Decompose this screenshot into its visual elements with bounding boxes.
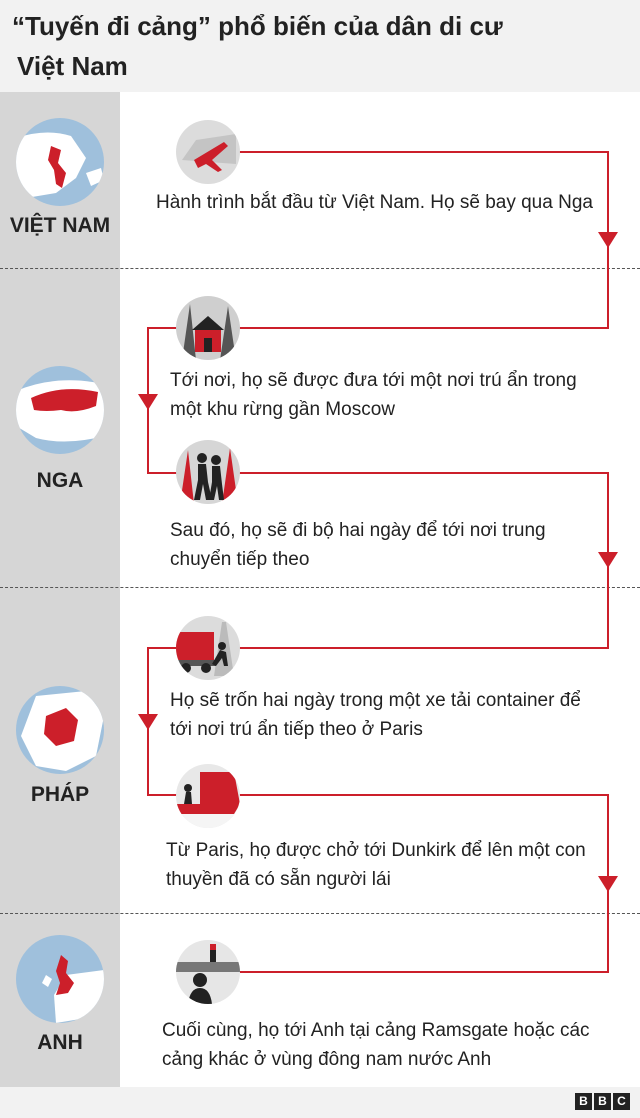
boat-icon [176,764,240,828]
title-line-1: “Tuyến đi cảng” phổ biến của dân di cư [12,11,503,41]
title-line-2: Việt Nam [17,51,128,81]
france-globe-icon [16,686,104,774]
step-5-text: Từ Paris, họ được chở tới Dunkirk để lên một con thuyền đã có sẵn người lái [166,840,586,890]
step-3-text: Sau đó, họ sẽ đi bộ hai ngày để tới nơi trung chuyển tiếp theo [170,520,546,570]
step-6-text: Cuối cùng, họ tới Anh tại cảng Ramsgate hoặc các cảng khác ở vùng đông nam nước Anh [162,1020,590,1070]
step-1-text: Hành trình bắt đầu từ Việt Nam. Họ sẽ bay qua Nga [156,192,593,213]
step-4-text: Họ sẽ trốn hai ngày trong một xe tải container để tới nơi trú ẩn tiếp theo ở Paris [170,690,581,740]
plane-icon [176,120,240,184]
page-title [12,6,622,86]
country-label-france: PHÁP [30,783,90,806]
section-divider [0,268,640,269]
country-label-vietnam: VIỆT NAM [9,214,111,237]
house-in-forest-icon [176,296,240,360]
country-label-russia: NGA [36,469,84,492]
vietnam-globe-icon [16,118,104,206]
truck-eiffel-icon [176,616,240,680]
port-lighthouse-icon [176,940,240,1004]
russia-globe-icon [16,366,104,454]
bbc-logo-letter: B [575,1093,592,1110]
country-label-uk: ANH [37,1031,83,1054]
bbc-logo [575,1093,630,1110]
step-2-text: Tới nơi, họ sẽ được đưa tới một nơi trú ẩn trong một khu rừng gần Moscow [170,370,577,420]
uk-globe-icon [16,935,104,1023]
bbc-logo-letter: B [594,1093,611,1110]
section-divider [0,913,640,914]
steps-panel [120,92,640,1087]
section-divider [0,587,640,588]
walking-people-icon [176,440,240,504]
bbc-logo-letter: C [613,1093,630,1110]
